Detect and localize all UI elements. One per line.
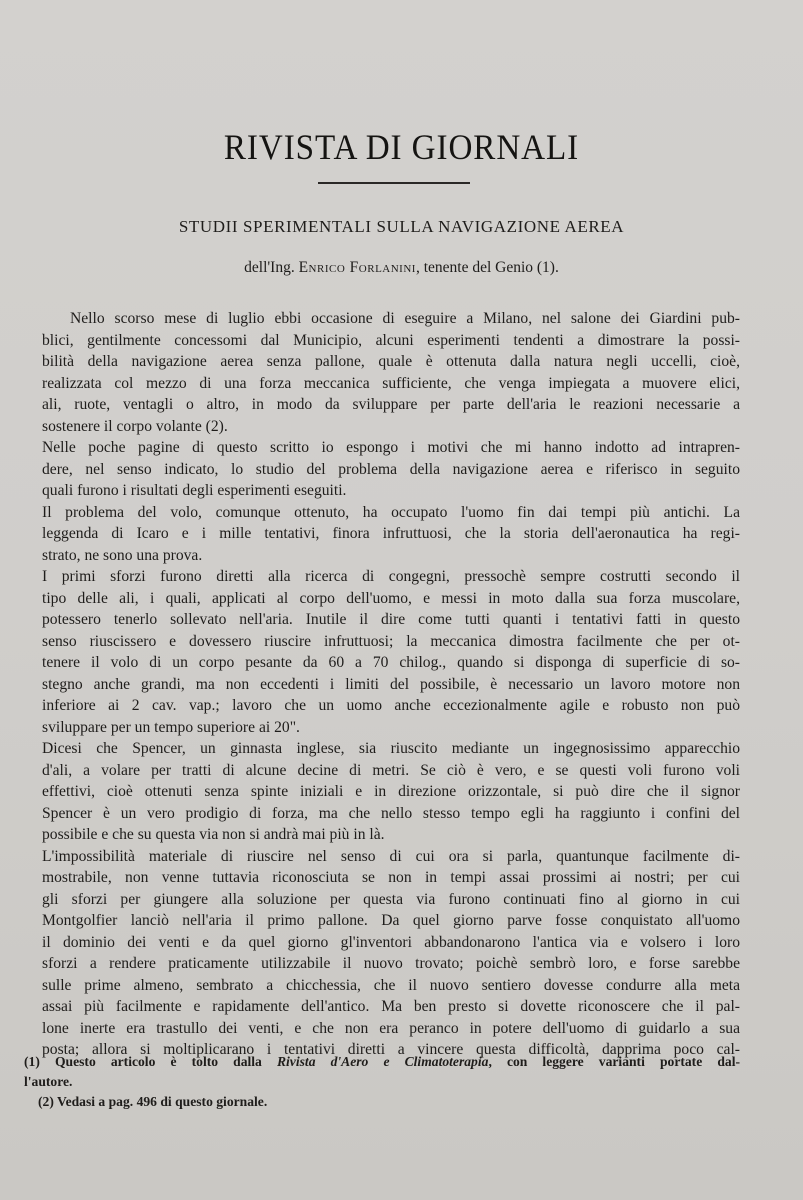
body-line: gli sforzi per giungere alla soluzione per questa via furono continuati fino al giorno in cui bbox=[42, 890, 740, 908]
body-line: mostrabile, non venne tuttavia riconosciuta se non in tempi assai prossimi ai nostri; per cui bbox=[42, 869, 740, 886]
body-line: sostenere il corpo volante (2). bbox=[42, 417, 228, 435]
body-line: L'impossibilità materiale di riuscire nel senso di cui ora si parla, quantunque facilmente di- bbox=[42, 847, 740, 865]
body-line: ali, ruote, ventagli o altro, in modo da sviluppare per parte dell'aria le reazioni necessarie a bbox=[42, 396, 740, 413]
byline-prefix: dell'Ing. bbox=[244, 259, 295, 276]
author-name: Enrico Forlanini bbox=[298, 259, 416, 276]
body-line: Dicesi che Spencer, un ginnasta inglese, sia riuscito mediante un ingegnosissimo apparecchio bbox=[42, 740, 740, 757]
byline bbox=[0, 259, 803, 277]
footnote-1-continuation: l'autore. bbox=[24, 1074, 73, 1089]
footnotes bbox=[24, 1052, 740, 1112]
body-line: tipo delle ali, i quali, applicati al corpo dell'uomo, e messi in moto dalla sua forza muscolare, bbox=[42, 589, 740, 607]
body-line: Montgolfier lanciò nell'aria il primo pallone. Da quel giorno parve fosse conquistato all'uomo bbox=[42, 912, 740, 929]
page-title: RIVISTA DI GIORNALI bbox=[223, 127, 580, 167]
body-line: Nelle poche pagine di questo scritto io espongo i motivi che mi hanno indotto ad intrapren- bbox=[42, 439, 740, 456]
footnote-2: (2) Vedasi a pag. 496 di questo giornale. bbox=[38, 1094, 268, 1109]
body-line: possibile e che su questa via non si andrà mai più in là. bbox=[42, 826, 385, 843]
body-line: assai più facilmente e rapidamente dell'antico. Ma ben presto si dovette riconoscere che il pal- bbox=[42, 998, 740, 1015]
body-line: senso riuscissero e dovessero riuscire infruttuosi; la meccanica dimostra facilmente che per ot- bbox=[42, 632, 740, 650]
body-line: il dominio dei venti e da quel giorno gl'inventori abbandonarono l'antica via e volsero i loro bbox=[42, 933, 740, 951]
body-line: strato, ne sono una prova. bbox=[42, 546, 203, 564]
body-line: realizzata col mezzo di una forza meccanica sufficiente, che venga impiegata a muovere elici, bbox=[42, 374, 740, 392]
body-line: d'ali, a volare per tratti di alcune decine di metri. Se ciò è vero, e se questi voli furono voli bbox=[42, 761, 740, 779]
body-line: quali furono i risultati degli esperimenti eseguiti. bbox=[42, 482, 347, 499]
body-line: tenere il volo di un corpo pesante da 60 a 70 chilog., quando si disponga di superficie di so- bbox=[42, 654, 740, 671]
body-line: blici, gentilmente concessomi dal Municipio, alcuni esperimenti tendenti a dimostrare la possi- bbox=[42, 331, 740, 349]
body-line: Nello scorso mese di luglio ebbi occasione di eseguire a Milano, nel salone dei Giardini pub- bbox=[70, 310, 740, 327]
body-line: Spencer è un vero prodigio di forza, ma che nello stesso tempo egli ha raggiunto i confini del bbox=[42, 804, 740, 822]
footnote-1 bbox=[24, 1052, 740, 1072]
body-line: leggenda di Icaro e i mille tentativi, finora infruttuosi, che la storia dell'aeronautica ha regi- bbox=[42, 525, 740, 542]
article-body bbox=[42, 308, 740, 1061]
footnote-1-text: (1) Questo articolo è tolto dalla bbox=[24, 1054, 277, 1069]
body-line: stegno anche grandi, ma non eccedenti i limiti del possibile, è necessario un lavoro motore non bbox=[42, 675, 740, 693]
title-rule bbox=[318, 182, 470, 184]
body-line: dere, nel senso indicato, lo studio del problema della navigazione aerea e riferisco in seguito bbox=[42, 460, 740, 478]
body-line: potessero tenerlo sollevato nell'aria. Inutile il dire come tutti quanti i tentativi fatti in questo bbox=[42, 611, 740, 628]
byline-suffix: , tenente del Genio (1). bbox=[415, 259, 559, 276]
body-line: sforzi a rendere praticamente utilizzabile il nuovo trovato; poichè sembrò loro, e forse sarebbe bbox=[42, 955, 740, 972]
body-line: inferiore ai 2 cav. vap.; lavoro che un uomo anche eccezionalmente agile e robusto non può bbox=[42, 697, 740, 714]
body-line: sviluppare per un tempo superiore ai 20". bbox=[42, 718, 300, 736]
footnote-1-text-end: , con leggere varianti portate dal- bbox=[488, 1054, 740, 1069]
body-line: Il problema del volo, comunque ottenuto, ha occupato l'uomo fin dai tempi più antichi. La bbox=[42, 503, 740, 521]
body-line: lone inerte era trastullo dei venti, e che non era peranco in potere dell'uomo di guidarlo a sua bbox=[42, 1019, 740, 1037]
body-line: sulle prime almeno, sembrato a chicchessia, che il nuovo sentiero dovesse condurre alla meta bbox=[42, 976, 740, 994]
footnote-1-journal: Rivista d'Aero e Climatoterapia bbox=[276, 1054, 489, 1069]
body-line: posta; allora si moltiplicarano i tentativi diretti a vincere questa difficoltà, dapprima poco cal- bbox=[42, 1041, 740, 1058]
body-line: I primi sforzi furono diretti alla ricerca di congegni, pressochè sempre costrutti secondo il bbox=[42, 568, 740, 585]
body-line: effettivi, cioè ottenuti senza spinte iniziali e in direzione orizzontale, si può dire che il signor bbox=[42, 783, 740, 800]
article-title: STUDII SPERIMENTALI SULLA NAVIGAZIONE AEREA bbox=[178, 217, 625, 236]
body-line: bilità della navigazione aerea senza pallone, quale è ottenuta dalla natura negli uccelli, cioè, bbox=[42, 353, 740, 370]
